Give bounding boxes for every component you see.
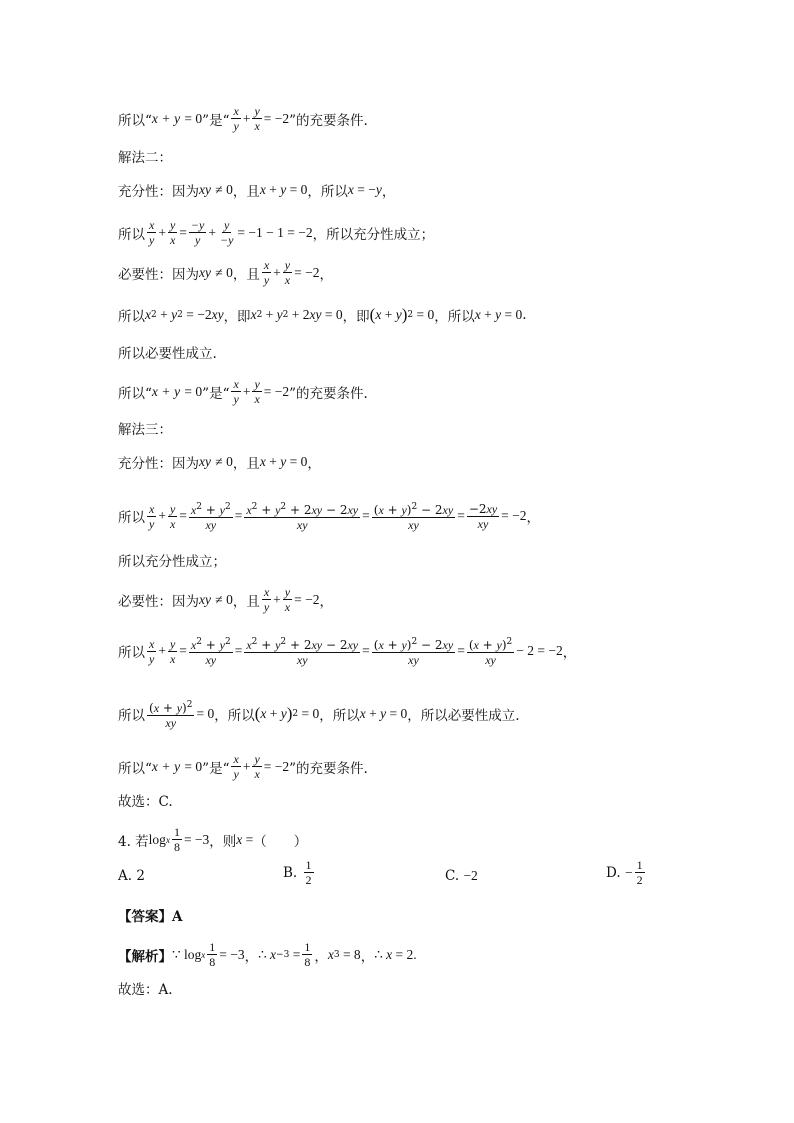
text: 所以“ bbox=[118, 112, 152, 129]
option-d[interactable]: D. − $\frac{1}{2}$ bbox=[606, 858, 643, 887]
necessity-ok: 所以必要性成立. bbox=[118, 346, 217, 362]
option-c[interactable]: C. −2 bbox=[445, 868, 478, 884]
sufficiency-line: 充分性：因为 xy ≠ 0 ，且 x + y = 0 ，所以 x = − y ， bbox=[118, 182, 396, 200]
option-a[interactable]: A. 2 bbox=[118, 868, 145, 884]
sufficiency-calc-3: 所以 $\frac{x}{y}$ + $\frac{y}{x}$ = $\frac{x^2 + y^2}{xy}$ = $\frac{x^2 + y^2 + 2xy - 2xy}{xy}$ = $\frac{(x + y)^2 - 2xy}{xy}$ = $\frac{-2xy}{xy}$ = −2 ， bbox=[118, 501, 541, 532]
necessity-line: 必要性：因为 xy ≠ 0 ，且 $\frac{x}{y}$ + $\frac{y}{x}$ = −2 ， bbox=[118, 258, 333, 287]
conclusion-line-3: 所以“ x + y = 0 ”是“ $\frac{x}{y}$ + $\frac{y}{x}$ = −2 ”的充要条件. bbox=[118, 752, 368, 781]
text: ”是“ bbox=[202, 112, 230, 129]
necessity-calc-3: 所以 $\frac{x}{y}$ + $\frac{y}{x}$ = $\frac{x^2 + y^2}{xy}$ = $\frac{x^2 + y^2 + 2xy - 2xy}{xy}$ = $\frac{(x + y)^2 - 2xy}{xy}$ = $\frac{(x + y)^2}{xy}$ − 2 = −2 ， bbox=[118, 636, 577, 667]
necessity-line-3: 必要性：因为 xy ≠ 0 ，且 $\frac{x}{y}$ + $\frac{y}{x}$ = −2 ， bbox=[118, 585, 333, 614]
question-4: 4. 若 log x $\frac{1}{8}$ = −3 ，则 x = （ ） bbox=[118, 825, 308, 854]
analysis-line: 【解析】 ∵ log x $\frac{1}{8}$ = −3 ， ∴ x −3 = $\frac{1}{8}$ ， x 3 = 8 ， ∴ x = 2. bbox=[118, 940, 417, 969]
necessity-calc: 所以 x 2 + y 2 = −2 xy ，即 x 2 + y 2 + 2 xy = 0 ，即 ( x + y ) 2 = 0 ，所以 x + y = 0 . bbox=[118, 305, 527, 325]
option-b[interactable]: B. $\frac{1}{2}$ bbox=[283, 858, 312, 887]
method-3-heading: 解法三： bbox=[118, 422, 172, 438]
sufficiency-ok-3: 所以充分性成立； bbox=[118, 554, 226, 570]
conclusion-line-2: 所以“ x + y = 0 ”是“ $\frac{x}{y}$ + $\frac{y}{x}$ = −2 ”的充要条件. bbox=[118, 377, 368, 406]
answer-choice-c: 故选：C. bbox=[118, 794, 173, 810]
sufficiency-calc: 所以 $\frac{x}{y}$ + $\frac{y}{x}$ = $\frac{-y}{y}$ + $\frac{y}{-y}$ = −1 − 1 = −2 ，所以充分性成立； bbox=[118, 218, 435, 247]
necessity-conclusion-3: 所以 $\frac{(x + y)^2}{xy}$ = 0 ，所以 ( x + y ) 2 = 0 ，所以 x + y = 0 ，所以必要性成立. bbox=[118, 700, 520, 730]
sufficiency-line-3: 充分性：因为 xy ≠ 0 ，且 x + y = 0 ， bbox=[118, 454, 321, 472]
text: ”的充要条件. bbox=[289, 112, 368, 129]
conclusion-line-1: 所以“ x + y = 0 ”是“ $\frac{x}{y}$ + $\frac{y}{x}$ = −2 ”的充要条件. bbox=[118, 104, 368, 133]
answer-choice-a: 故选：A. bbox=[118, 982, 173, 998]
method-2-heading: 解法二： bbox=[118, 150, 172, 166]
answer-label: 【答案】A bbox=[118, 909, 183, 925]
